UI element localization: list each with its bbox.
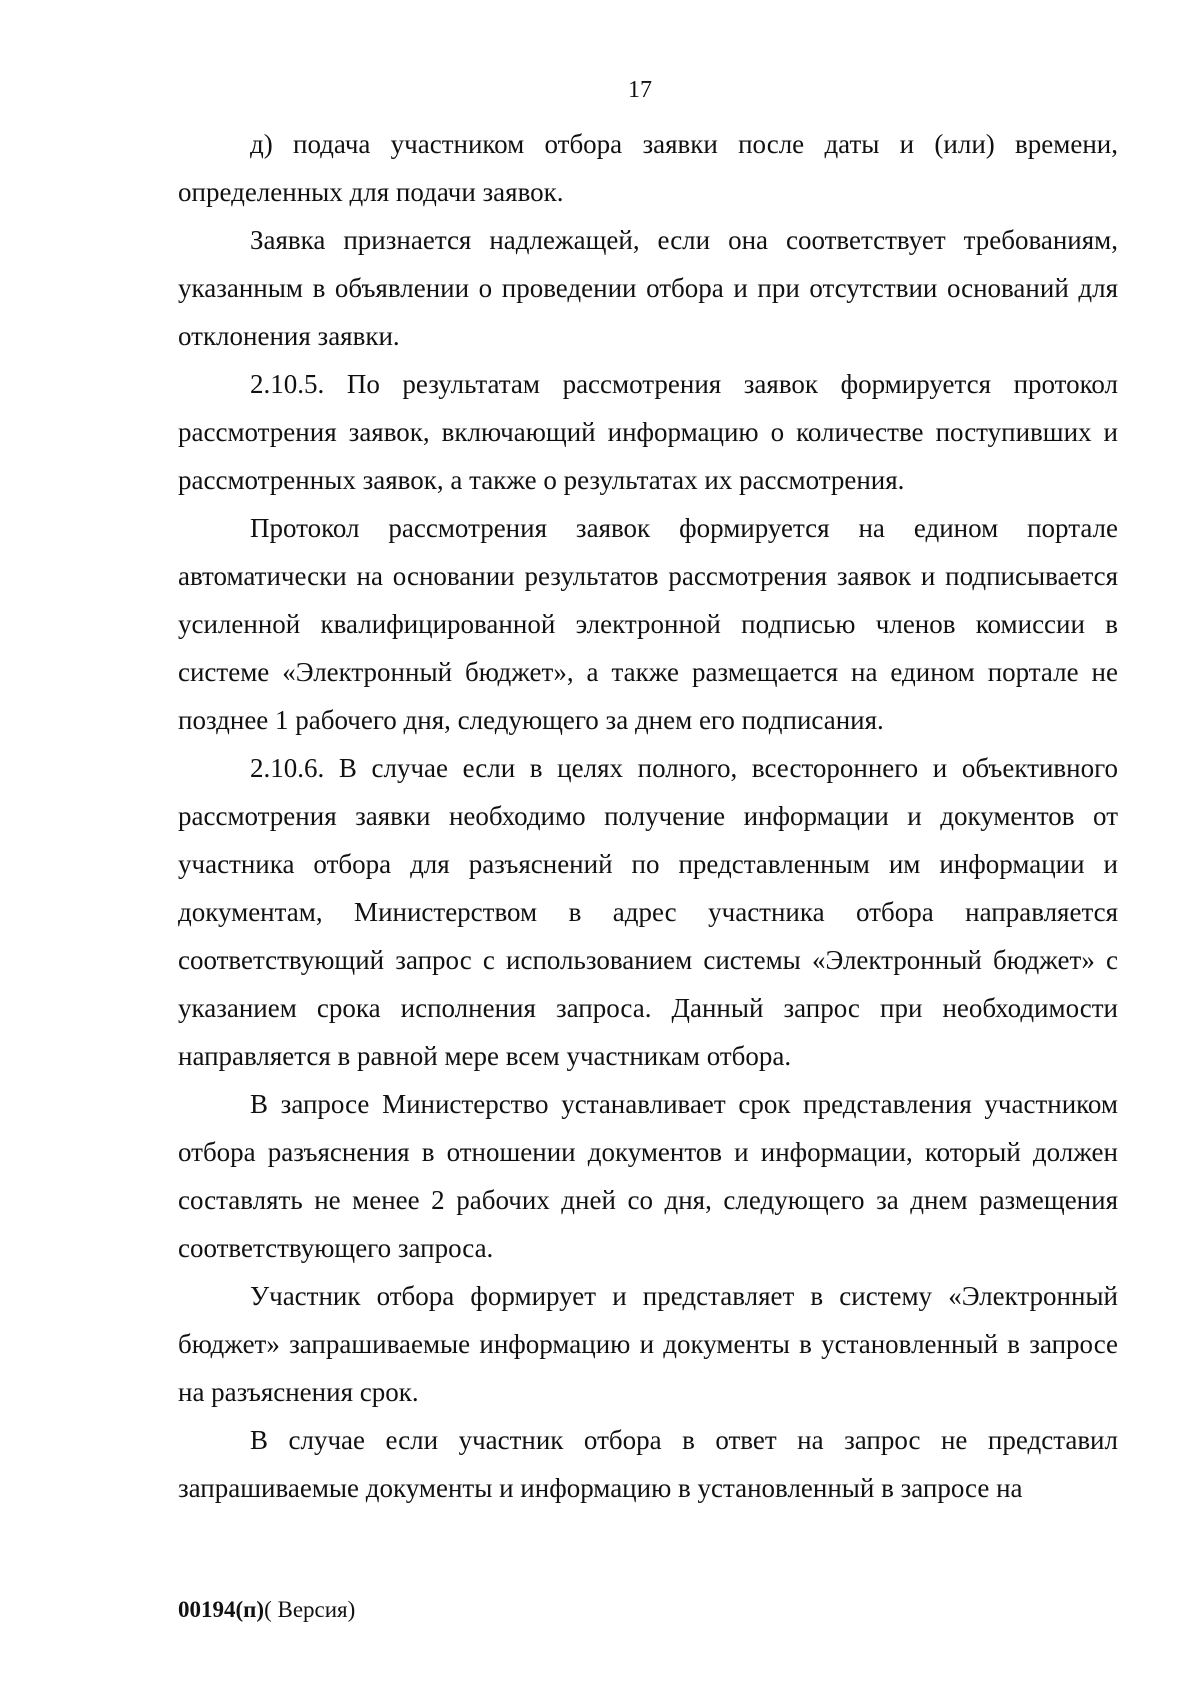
paragraph: Заявка признается надлежащей, если она соответствует требованиям, указанным в объявлении о проведении отбора и при отсутствии оснований для отклонения заявки. [178, 225, 1118, 351]
paragraph: Протокол рассмотрения заявок формируется на едином портале автоматически на основании результатов рассмотрения заявок и подписывается усиленной квалифицированной электронной подписью членов комиссии в системе «Электронный бюджет», а также размещается на едином портале не позднее 1 рабочего дня, следующего за днем его подписания. [178, 513, 1118, 735]
paragraph: 2.10.6. В случае если в целях полного, всестороннего и объективного рассмотрения заявки необходимо получение информации и документов от участника отбора для разъяснений по представленным им информации и документам, Министерством в адрес участника отбора направляется соответствующий запрос с использованием системы «Электронный бюджет» с указанием срока исполнения запроса. Данный запрос при необходимости направляется в равной мере всем участникам отбора. [178, 753, 1118, 1071]
footer-document-code [178, 1598, 355, 1622]
paragraph: д) подача участником отбора заявки после даты и (или) времени, определенных для подачи заявок. [178, 129, 1118, 207]
page-number: 17 [628, 77, 652, 103]
paragraph: В случае если участник отбора в ответ на запрос не представил запрашиваемые документы и информацию в установленный в запросе на [178, 1425, 1118, 1503]
paragraph: 2.10.5. По результатам рассмотрения заявок формируется протокол рассмотрения заявок, включающий информацию о количестве поступивших и рассмотренных заявок, а также о результатах их рассмотрения. [178, 369, 1118, 495]
document-body [178, 120, 1118, 1512]
paragraph: В запросе Министерство устанавливает срок представления участником отбора разъяснения в отношении документов и информации, который должен составлять не менее 2 рабочих дней со дня, следующего за днем размещения соответствующего запроса. [178, 1089, 1118, 1263]
footer-code: 00194(п) [178, 1597, 265, 1622]
paragraph: Участник отбора формирует и представляет в систему «Электронный бюджет» запрашиваемые информацию и документы в установленный в запросе на разъяснения срок. [178, 1281, 1118, 1407]
footer-version: ( Версия) [264, 1597, 356, 1622]
